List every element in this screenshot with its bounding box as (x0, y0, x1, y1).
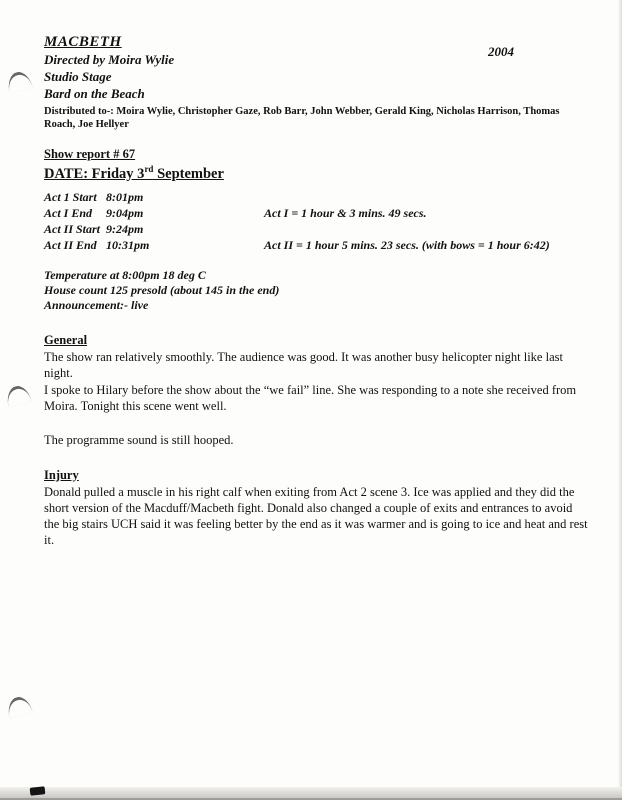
table-row (44, 221, 590, 237)
table-row (44, 189, 590, 205)
injury-section (44, 468, 590, 548)
report-date-prefix: DATE: Friday 3 (44, 165, 145, 182)
act-label: Act 1 Start (44, 189, 97, 204)
scan-mark-artifact (4, 383, 32, 407)
injury-heading: Injury (44, 467, 79, 482)
directed-by-line: Directed by Moira Wylie (44, 52, 175, 67)
act-duration-note: Act I = 1 hour & 3 mins. 49 secs. (264, 205, 427, 220)
distribution-list: Distributed to-: Moira Wylie, Christopher Gaze, Rob Barr, John Webber, Gerald King, Nicholas Harrison, Thomas Roach, Joe Hellyer (44, 106, 560, 130)
report-date (44, 164, 224, 183)
show-report-page (44, 34, 590, 548)
general-paragraph: I spoke to Hilary before the show about the “we fail” line. She was responding to a note she received from Moira. Tonight this scene went well. (44, 382, 577, 413)
act-label: Act II End (44, 237, 97, 252)
table-row (44, 237, 590, 253)
table-row (44, 205, 590, 221)
act-time: 9:24pm (106, 221, 144, 236)
page-bottom-edge (0, 787, 622, 800)
act-time: 10:31pm (106, 237, 150, 252)
production-title: MACBETH (44, 34, 122, 50)
act-duration-note (264, 221, 590, 237)
act-duration-note (264, 189, 590, 205)
act-label: Act II Start (44, 221, 101, 236)
temperature-line: Temperature at 8:00pm 18 deg C (44, 267, 206, 282)
act-duration-note: Act II = 1 hour 5 mins. 23 secs. (with bows = 1 hour 6:42) (264, 237, 550, 252)
act-time: 8:01pm (106, 189, 144, 204)
general-paragraph: The show ran relatively smoothly. The audience was good. It was another busy helicopter night like last night. (44, 349, 563, 380)
company-line: Bard on the Beach (44, 86, 145, 101)
injury-paragraph: Donald pulled a muscle in his right calf when exiting from Act 2 scene 3. Ice was applied and they did the short version of the Macduff/Macbeth fight. Donald also changed a couple of exits and entrances to avoid the big stairs UCH said it was feeling better by the end as it was warmer and is going to ice and heat and rest it. (44, 484, 588, 547)
report-year: 2004 (488, 44, 514, 59)
show-conditions-block (44, 268, 590, 313)
stage-line: Studio Stage (44, 69, 112, 84)
act-times-table (44, 189, 590, 253)
show-report-number: Show report # 67 (44, 147, 136, 161)
ink-smudge-artifact (30, 786, 46, 796)
report-heading-block (44, 147, 590, 183)
general-section (44, 333, 590, 448)
general-heading: General (44, 332, 88, 347)
page-edge-shadow (618, 0, 622, 800)
act-time: 9:04pm (106, 205, 144, 220)
act-label: Act I End (44, 205, 93, 220)
report-date-suffix: September (153, 165, 224, 182)
general-paragraph: The programme sound is still hooped. (44, 432, 234, 447)
report-date-ordinal: rd (144, 164, 154, 174)
scan-mark-artifact (5, 69, 33, 93)
scan-mark-artifact (5, 694, 33, 718)
house-count-line: House count 125 presold (about 145 in the end) (44, 282, 280, 297)
announcement-line: Announcement:- live (44, 297, 149, 312)
